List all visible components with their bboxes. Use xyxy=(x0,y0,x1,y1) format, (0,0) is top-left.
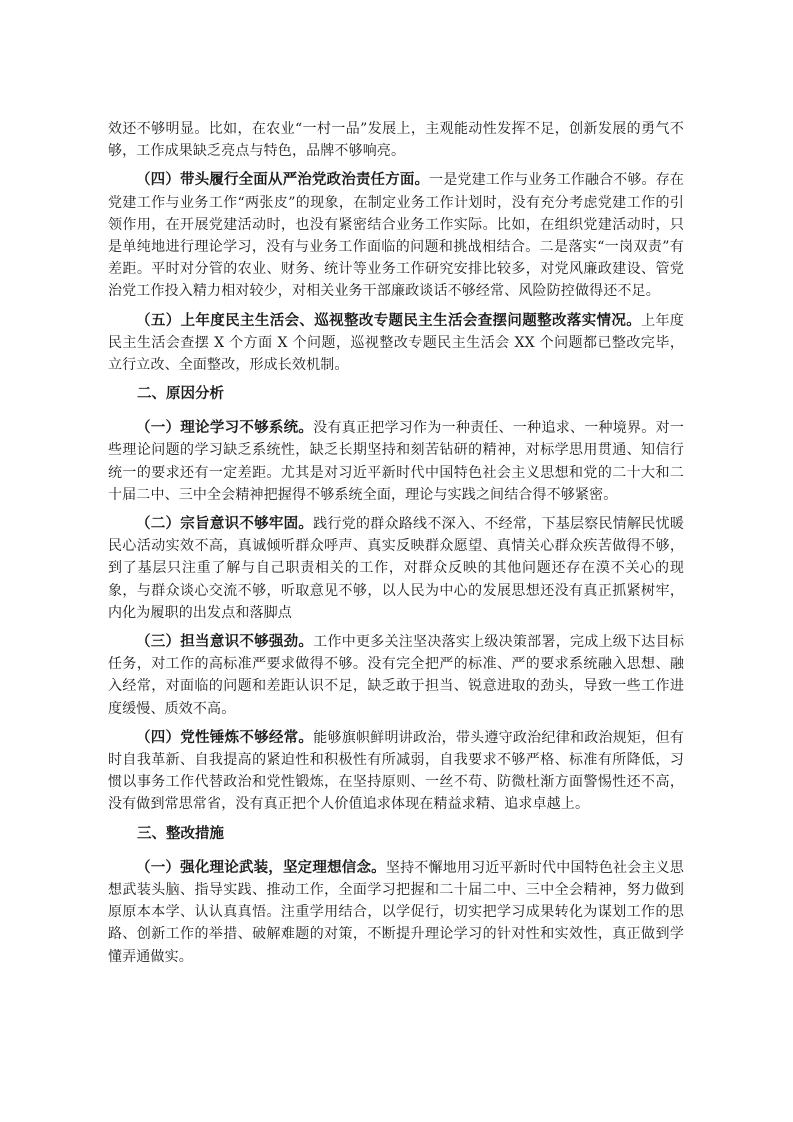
paragraph-text: 上年度民主生活会查摆 X 个方面 X 个问题，巡视整改专题民主生活会 XX 个问题都已整改完毕，立行立改、全面整改，形成长效机制。 xyxy=(108,312,684,374)
paragraph-lead: （二）宗旨意识不够牢固。 xyxy=(136,516,314,533)
section-heading-cause-analysis: 二、原因分析 xyxy=(137,386,224,403)
paragraph-text: 能够旗帜鲜明讲政治，带头遵守政治纪律和政治规矩，但有时自我革新、自我提高的紧迫性和积极性有所减弱，自我要求不够严格、标准有所降低，习惯以事务工作代替政治和党性锻炼，在坚持原则、一丝不苟、防微杜渐方面警惕性还不高，没有做到常思常省，没有真正把个人价值追求体现在精益求精、追求卓越上。 xyxy=(108,729,684,813)
paragraph-text: 工作中更多关注坚决落实上级决策部署，完成上级下达目标任务，对工作的高标准严要求做得不够。没有完全把严的标准、严的要求系统融入思想、融入经常，对面临的问题和差距认识不足，缺乏敢于担当、锐意进取的劲头，导致一些工作进度缓慢、质效不高。 xyxy=(108,634,684,717)
paragraph-text: 一是党建工作与业务工作融合不够。存在党建工作与业务工作“两张皮”的现象，在制定业务工作计划时，没有充分考虑党建工作的引领作用，在开展党建活动时，也没有紧密结合业务工作实际。比如，在组织党建活动时，只是单纯地进行理论学习，没有与业务工作面临的问题和挑战相结合。二是落实“一岗双责”有差距。平时对分管的农业、财务、统计等业务工作研究安排比较多，对党风廉政建设、管党治党工作投入精力相对较少，对相关业务干部廉政谈话不够经常、风险防控做得还不足。 xyxy=(108,172,685,300)
paragraph-rectification-status xyxy=(108,310,684,377)
paragraph-lead: （一）理论学习不够系统。 xyxy=(136,420,314,437)
paragraph-text: 效还不够明显。比如，在农业“一村一品”发展上，主观能动性发挥不足，创新发展的勇气不够，工作成果缺乏亮点与特色，品牌不够响亮。 xyxy=(108,121,684,160)
paragraph-theory-study xyxy=(108,417,684,506)
paragraph-text: 践行党的群众路线不深入、不经常，下基层察民情解民忧暖民心活动实效不高，真诚倾听群众呼声、真实反映群众愿望、真情关心群众疾苦做得不够，到了基层只注重了解与自己职责相关的工作，对群众反映的其他问题还存在漠不关心的现象，与群众谈心交流不够，听取意见不够，以人民为中心的发展思想还没有真正抓紧树牢，内化为履职的出发点和落脚点 xyxy=(108,516,684,621)
paragraph-party-spirit xyxy=(108,727,684,816)
paragraph-text: 坚持不懈地用习近平新时代中国特色社会主义思想武装头脑、指导实践、推动工作，全面学习把握和二十届二中、三中全会精神，努力做到原原本本学、认认真真悟。注重学用结合，以学促行，切实把学习成果转化为谋划工作的思路、创新工作的举措、破解难题的对策，不断提升理论学习的针对性和实效性，真正做到学懂弄通做实。 xyxy=(108,859,684,965)
paragraph-lead: （四）带头履行全面从严治党政治责任方面。 xyxy=(136,172,430,189)
section-heading-rectification-measures: 三、整改措施 xyxy=(137,825,224,842)
paragraph-lead: （一）强化理论武装，坚定理想信念。 xyxy=(136,859,386,876)
paragraph-lead: （三）担当意识不够强劲。 xyxy=(136,634,314,651)
paragraph-text: 没有真正把学习作为一种责任、一种追求、一种境界。对一些理论问题的学习缺乏系统性，缺乏长期坚持和刻苦钻研的精神，对标学思用贯通、知信行统一的要求还有一定差距。尤其是对习近平新时代中国特色社会主义思想和党的二十大和二十届二中、三中全会精神把握得不够系统全面，理论与实践之间结合得不够紧密。 xyxy=(108,420,684,503)
paragraph-lead: （四）党性锤炼不够经常。 xyxy=(136,729,314,746)
paragraph-responsibility-awareness xyxy=(108,631,684,720)
paragraph-theory-armament xyxy=(108,857,684,968)
paragraph-continuation xyxy=(108,118,684,162)
paragraph-purpose-awareness xyxy=(108,513,684,624)
paragraph-party-responsibility xyxy=(108,169,684,302)
paragraph-lead: （五）上年度民主生活会、巡视整改专题民主生活会查摆问题整改落实情况。 xyxy=(136,312,642,329)
document-page xyxy=(108,118,684,975)
